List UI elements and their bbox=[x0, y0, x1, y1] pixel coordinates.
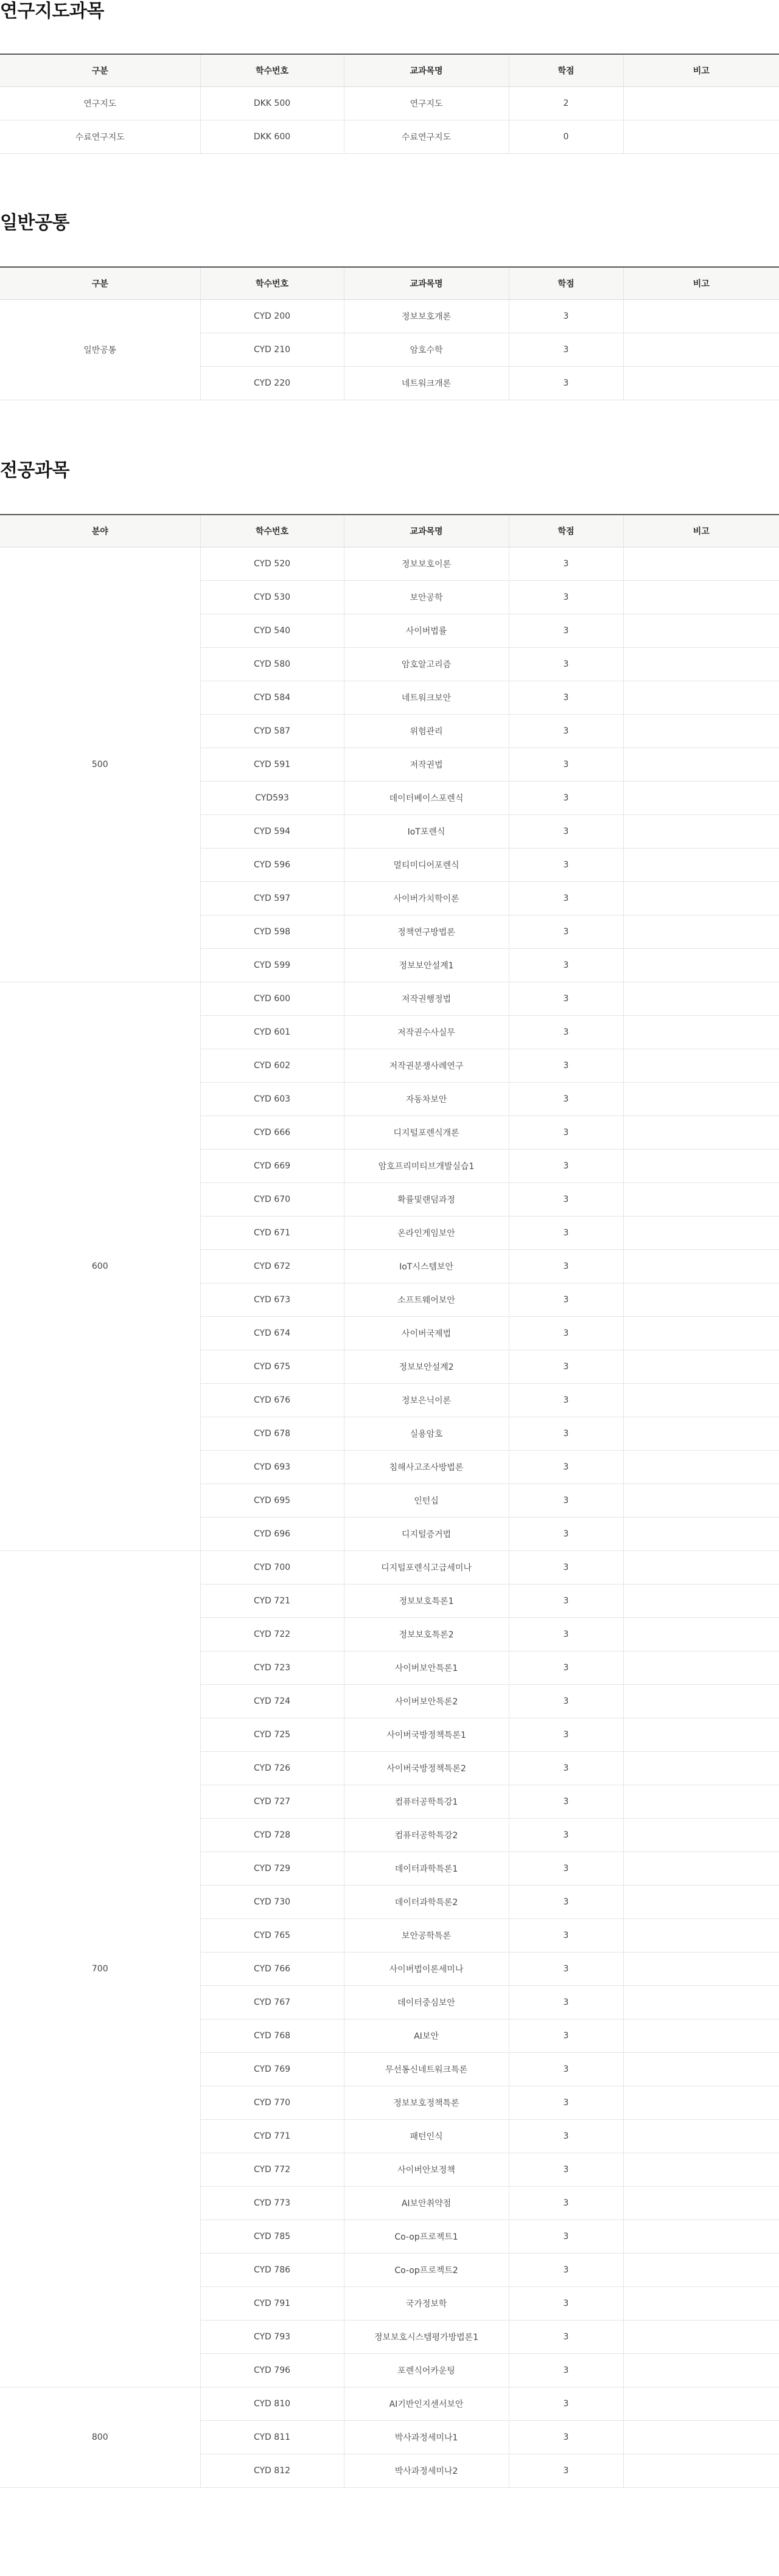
course-code: CYD 580 bbox=[200, 648, 344, 681]
course-name: 박사과정세미나2 bbox=[344, 2454, 509, 2488]
course-note bbox=[623, 2321, 779, 2354]
group-label: 600 bbox=[0, 982, 200, 1551]
course-note bbox=[623, 2287, 779, 2321]
course-note bbox=[623, 1217, 779, 1250]
course-code: CYD 220 bbox=[200, 367, 344, 400]
course-note bbox=[623, 1919, 779, 1953]
course-note bbox=[623, 1183, 779, 1217]
course-credits: 3 bbox=[509, 1919, 623, 1953]
course-credits: 3 bbox=[509, 1317, 623, 1350]
course-credits: 3 bbox=[509, 1417, 623, 1451]
course-code: CYD 530 bbox=[200, 581, 344, 614]
header-course-name: 교과목명 bbox=[344, 54, 509, 87]
course-name: 포렌식어카운팅 bbox=[344, 2354, 509, 2387]
course-name: 멀티미디어포렌식 bbox=[344, 849, 509, 882]
course-note bbox=[623, 300, 779, 333]
course-code: CYD 678 bbox=[200, 1417, 344, 1451]
course-credits: 3 bbox=[509, 2321, 623, 2354]
course-name: 소프트웨어보안 bbox=[344, 1283, 509, 1317]
header-row bbox=[0, 54, 779, 87]
course-name: 정보보호정책특론 bbox=[344, 2086, 509, 2120]
course-code: CYD 729 bbox=[200, 1852, 344, 1886]
course-name: 컴퓨터공학특강1 bbox=[344, 1785, 509, 1819]
course-note bbox=[623, 648, 779, 681]
course-code: CYD 721 bbox=[200, 1585, 344, 1618]
course-name: 디지털증거법 bbox=[344, 1518, 509, 1551]
header-note: 비고 bbox=[623, 267, 779, 300]
course-code: CYD 791 bbox=[200, 2287, 344, 2321]
course-code: CYD 594 bbox=[200, 815, 344, 849]
header-course-name: 교과목명 bbox=[344, 267, 509, 300]
course-note bbox=[623, 2421, 779, 2454]
course-note bbox=[623, 333, 779, 367]
course-credits: 3 bbox=[509, 715, 623, 748]
course-note bbox=[623, 1585, 779, 1618]
course-note bbox=[623, 1250, 779, 1283]
course-note bbox=[623, 782, 779, 815]
course-credits: 3 bbox=[509, 581, 623, 614]
course-credits: 3 bbox=[509, 367, 623, 400]
course-code: CYD 669 bbox=[200, 1150, 344, 1183]
course-code: CYD 591 bbox=[200, 748, 344, 782]
course-note bbox=[623, 1886, 779, 1919]
course-note bbox=[623, 1651, 779, 1685]
course-note bbox=[623, 2187, 779, 2220]
course-code: CYD 200 bbox=[200, 300, 344, 333]
course-code: CYD 693 bbox=[200, 1451, 344, 1484]
course-name: 데이터베이스포렌식 bbox=[344, 782, 509, 815]
course-note bbox=[623, 1986, 779, 2019]
course-name: 사이버법률 bbox=[344, 614, 509, 648]
course-code: CYD 767 bbox=[200, 1986, 344, 2019]
course-credits: 3 bbox=[509, 681, 623, 715]
course-code: CYD 210 bbox=[200, 333, 344, 367]
course-note bbox=[623, 87, 779, 120]
table-row bbox=[0, 982, 779, 1016]
section-3 bbox=[0, 459, 779, 2488]
table-row bbox=[0, 300, 779, 333]
course-note bbox=[623, 715, 779, 748]
header-credits: 학점 bbox=[509, 54, 623, 87]
course-name: 컴퓨터공학특강2 bbox=[344, 1819, 509, 1852]
course-credits: 3 bbox=[509, 2187, 623, 2220]
course-credits: 3 bbox=[509, 614, 623, 648]
course-note bbox=[623, 2053, 779, 2086]
course-note bbox=[623, 1852, 779, 1886]
course-note bbox=[623, 1685, 779, 1718]
group-label: 연구지도 bbox=[0, 87, 200, 120]
course-credits: 3 bbox=[509, 815, 623, 849]
course-code: CYD 796 bbox=[200, 2354, 344, 2387]
course-name: 정보보호특론1 bbox=[344, 1585, 509, 1618]
course-credits: 3 bbox=[509, 2220, 623, 2254]
course-name: AI기반인지센서보안 bbox=[344, 2387, 509, 2421]
course-name: 암호알고리즘 bbox=[344, 648, 509, 681]
course-code: CYD 584 bbox=[200, 681, 344, 715]
course-name: 정보보호개론 bbox=[344, 300, 509, 333]
course-credits: 3 bbox=[509, 1384, 623, 1417]
course-credits: 3 bbox=[509, 1685, 623, 1718]
course-code: CYD 676 bbox=[200, 1384, 344, 1417]
course-credits: 3 bbox=[509, 1083, 623, 1116]
course-name: 저작권행정법 bbox=[344, 982, 509, 1016]
course-code: CYD 724 bbox=[200, 1685, 344, 1718]
course-name: 보안공학 bbox=[344, 581, 509, 614]
course-name: 정보보안설계1 bbox=[344, 949, 509, 982]
course-code: CYD593 bbox=[200, 782, 344, 815]
course-note bbox=[623, 1049, 779, 1083]
section-title: 연구지도과목 bbox=[0, 1, 104, 22]
header-category: 분야 bbox=[0, 515, 200, 547]
course-credits: 3 bbox=[509, 1250, 623, 1283]
course-credits: 3 bbox=[509, 1150, 623, 1183]
course-name: 정보보안설계2 bbox=[344, 1350, 509, 1384]
course-note bbox=[623, 1451, 779, 1484]
course-credits: 3 bbox=[509, 2421, 623, 2454]
course-note bbox=[623, 748, 779, 782]
header-course-code: 학수번호 bbox=[200, 515, 344, 547]
course-note bbox=[623, 614, 779, 648]
course-credits: 3 bbox=[509, 1283, 623, 1317]
course-credits: 3 bbox=[509, 849, 623, 882]
course-code: CYD 769 bbox=[200, 2053, 344, 2086]
course-note bbox=[623, 2387, 779, 2421]
group-label: 일반공통 bbox=[0, 300, 200, 400]
course-code: CYD 540 bbox=[200, 614, 344, 648]
course-note bbox=[623, 1417, 779, 1451]
course-credits: 3 bbox=[509, 1718, 623, 1752]
course-note bbox=[623, 1752, 779, 1785]
course-name: 디지털포렌식고급세미나 bbox=[344, 1551, 509, 1585]
course-code: CYD 785 bbox=[200, 2220, 344, 2254]
header-category: 구분 bbox=[0, 54, 200, 87]
course-note bbox=[623, 2086, 779, 2120]
course-note bbox=[623, 1953, 779, 1986]
course-name: 정보보호시스템평가방법론1 bbox=[344, 2321, 509, 2354]
course-name: 사이버가치학이론 bbox=[344, 882, 509, 915]
course-name: 정보보호특론2 bbox=[344, 1618, 509, 1651]
table-body bbox=[0, 547, 779, 2488]
course-credits: 3 bbox=[509, 1785, 623, 1819]
course-name: 사이버국방정책특론2 bbox=[344, 1752, 509, 1785]
course-code: CYD 768 bbox=[200, 2019, 344, 2053]
course-name: 연구지도 bbox=[344, 87, 509, 120]
course-name: Co-op프로젝트1 bbox=[344, 2220, 509, 2254]
course-table bbox=[0, 266, 779, 400]
course-note bbox=[623, 1016, 779, 1049]
course-note bbox=[623, 1283, 779, 1317]
course-note bbox=[623, 815, 779, 849]
course-credits: 3 bbox=[509, 333, 623, 367]
course-credits: 0 bbox=[509, 120, 623, 154]
course-name: 사이버보안특론1 bbox=[344, 1651, 509, 1685]
course-credits: 3 bbox=[509, 547, 623, 581]
course-credits: 3 bbox=[509, 1217, 623, 1250]
table-body bbox=[0, 87, 779, 154]
header-course-code: 학수번호 bbox=[200, 267, 344, 300]
course-credits: 3 bbox=[509, 1651, 623, 1685]
course-credits: 3 bbox=[509, 300, 623, 333]
course-name: 사이버국제법 bbox=[344, 1317, 509, 1350]
course-credits: 3 bbox=[509, 1551, 623, 1585]
section-title: 전공과목 bbox=[0, 460, 69, 481]
course-code: CYD 603 bbox=[200, 1083, 344, 1116]
course-name: 암호수학 bbox=[344, 333, 509, 367]
course-credits: 3 bbox=[509, 1852, 623, 1886]
course-code: CYD 671 bbox=[200, 1217, 344, 1250]
course-credits: 3 bbox=[509, 1183, 623, 1217]
table-row bbox=[0, 547, 779, 581]
course-name: 보안공학특론 bbox=[344, 1919, 509, 1953]
course-credits: 3 bbox=[509, 1484, 623, 1518]
course-code: CYD 598 bbox=[200, 915, 344, 949]
course-name: 데이터과학특론1 bbox=[344, 1852, 509, 1886]
course-note bbox=[623, 1718, 779, 1752]
course-code: CYD 770 bbox=[200, 2086, 344, 2120]
section-1 bbox=[0, 0, 779, 154]
course-code: CYD 520 bbox=[200, 547, 344, 581]
course-credits: 3 bbox=[509, 1016, 623, 1049]
course-name: 위험관리 bbox=[344, 715, 509, 748]
course-name: 네트워크개론 bbox=[344, 367, 509, 400]
course-note bbox=[623, 1518, 779, 1551]
course-name: 수료연구지도 bbox=[344, 120, 509, 154]
table-row bbox=[0, 120, 779, 154]
course-note bbox=[623, 2019, 779, 2053]
course-note bbox=[623, 1785, 779, 1819]
course-code: CYD 600 bbox=[200, 982, 344, 1016]
course-credits: 3 bbox=[509, 648, 623, 681]
course-code: CYD 810 bbox=[200, 2387, 344, 2421]
course-name: 실용암호 bbox=[344, 1417, 509, 1451]
course-code: CYD 773 bbox=[200, 2187, 344, 2220]
course-code: CYD 695 bbox=[200, 1484, 344, 1518]
header-course-code: 학수번호 bbox=[200, 54, 344, 87]
course-credits: 3 bbox=[509, 2053, 623, 2086]
course-name: 정보은닉이론 bbox=[344, 1384, 509, 1417]
course-credits: 3 bbox=[509, 949, 623, 982]
course-note bbox=[623, 1317, 779, 1350]
course-credits: 3 bbox=[509, 2387, 623, 2421]
course-code: CYD 722 bbox=[200, 1618, 344, 1651]
course-credits: 3 bbox=[509, 748, 623, 782]
course-note bbox=[623, 1384, 779, 1417]
table-body bbox=[0, 300, 779, 400]
course-code: CYD 700 bbox=[200, 1551, 344, 1585]
section-2 bbox=[0, 212, 779, 400]
course-name: IoT포렌식 bbox=[344, 815, 509, 849]
course-name: 인턴십 bbox=[344, 1484, 509, 1518]
course-code: CYD 725 bbox=[200, 1718, 344, 1752]
course-code: CYD 696 bbox=[200, 1518, 344, 1551]
course-credits: 3 bbox=[509, 2454, 623, 2488]
course-name: 확률및랜덤과정 bbox=[344, 1183, 509, 1217]
header-course-name: 교과목명 bbox=[344, 515, 509, 547]
course-name: 온라인게임보안 bbox=[344, 1217, 509, 1250]
course-note bbox=[623, 982, 779, 1016]
course-credits: 3 bbox=[509, 1585, 623, 1618]
course-name: 정책연구방법론 bbox=[344, 915, 509, 949]
course-code: CYD 675 bbox=[200, 1350, 344, 1384]
header-note: 비고 bbox=[623, 515, 779, 547]
group-label: 800 bbox=[0, 2387, 200, 2488]
course-code: CYD 602 bbox=[200, 1049, 344, 1083]
course-code: CYD 599 bbox=[200, 949, 344, 982]
table-header bbox=[0, 267, 779, 300]
table-row bbox=[0, 2387, 779, 2421]
course-name: 저작권수사실무 bbox=[344, 1016, 509, 1049]
course-code: CYD 812 bbox=[200, 2454, 344, 2488]
course-name: 국가정보학 bbox=[344, 2287, 509, 2321]
course-code: CYD 730 bbox=[200, 1886, 344, 1919]
course-credits: 3 bbox=[509, 882, 623, 915]
group-label: 500 bbox=[0, 547, 200, 982]
course-name: 데이터중심보안 bbox=[344, 1986, 509, 2019]
course-name: 정보보호이론 bbox=[344, 547, 509, 581]
course-note bbox=[623, 581, 779, 614]
course-note bbox=[623, 915, 779, 949]
course-credits: 2 bbox=[509, 87, 623, 120]
course-name: AI보안취약점 bbox=[344, 2187, 509, 2220]
course-note bbox=[623, 849, 779, 882]
course-name: 사이버안보정책 bbox=[344, 2153, 509, 2187]
course-name: 무선통신네트워크특론 bbox=[344, 2053, 509, 2086]
course-code: CYD 765 bbox=[200, 1919, 344, 1953]
header-category: 구분 bbox=[0, 267, 200, 300]
table-header bbox=[0, 54, 779, 87]
header-row bbox=[0, 267, 779, 300]
course-name: Co-op프로젝트2 bbox=[344, 2254, 509, 2287]
group-label: 700 bbox=[0, 1551, 200, 2387]
section-title: 일반공통 bbox=[0, 212, 69, 234]
course-note bbox=[623, 547, 779, 581]
course-name: AI보안 bbox=[344, 2019, 509, 2053]
course-code: CYD 673 bbox=[200, 1283, 344, 1317]
course-credits: 3 bbox=[509, 1451, 623, 1484]
course-note bbox=[623, 2354, 779, 2387]
course-name: 저작권법 bbox=[344, 748, 509, 782]
course-code: CYD 793 bbox=[200, 2321, 344, 2354]
course-name: 사이버보안특론2 bbox=[344, 1685, 509, 1718]
course-code: CYD 723 bbox=[200, 1651, 344, 1685]
course-note bbox=[623, 367, 779, 400]
group-label: 수료연구지도 bbox=[0, 120, 200, 154]
course-credits: 3 bbox=[509, 1350, 623, 1384]
course-note bbox=[623, 1083, 779, 1116]
course-note bbox=[623, 1116, 779, 1150]
course-credits: 3 bbox=[509, 2120, 623, 2153]
course-note bbox=[623, 2153, 779, 2187]
course-code: CYD 726 bbox=[200, 1752, 344, 1785]
header-credits: 학점 bbox=[509, 267, 623, 300]
course-code: CYD 728 bbox=[200, 1819, 344, 1852]
header-credits: 학점 bbox=[509, 515, 623, 547]
course-table bbox=[0, 54, 779, 154]
course-credits: 3 bbox=[509, 1518, 623, 1551]
course-credits: 3 bbox=[509, 1953, 623, 1986]
course-credits: 3 bbox=[509, 2086, 623, 2120]
course-name: 데이터과학특론2 bbox=[344, 1886, 509, 1919]
course-credits: 3 bbox=[509, 2019, 623, 2053]
course-credits: 3 bbox=[509, 2354, 623, 2387]
course-note bbox=[623, 949, 779, 982]
course-credits: 3 bbox=[509, 1986, 623, 2019]
course-note bbox=[623, 882, 779, 915]
course-code: CYD 587 bbox=[200, 715, 344, 748]
course-note bbox=[623, 2120, 779, 2153]
course-code: CYD 597 bbox=[200, 882, 344, 915]
course-code: CYD 766 bbox=[200, 1953, 344, 1986]
course-credits: 3 bbox=[509, 2153, 623, 2187]
course-code: CYD 786 bbox=[200, 2254, 344, 2287]
course-name: IoT시스템보안 bbox=[344, 1250, 509, 1283]
course-code: CYD 811 bbox=[200, 2421, 344, 2454]
course-code: CYD 666 bbox=[200, 1116, 344, 1150]
course-credits: 3 bbox=[509, 1116, 623, 1150]
table-row bbox=[0, 87, 779, 120]
course-note bbox=[623, 120, 779, 154]
course-code: CYD 727 bbox=[200, 1785, 344, 1819]
course-name: 네트워크보안 bbox=[344, 681, 509, 715]
course-credits: 3 bbox=[509, 915, 623, 949]
course-code: CYD 601 bbox=[200, 1016, 344, 1049]
course-code: DKK 600 bbox=[200, 120, 344, 154]
course-credits: 3 bbox=[509, 1049, 623, 1083]
course-credits: 3 bbox=[509, 982, 623, 1016]
course-code: CYD 672 bbox=[200, 1250, 344, 1283]
course-credits: 3 bbox=[509, 1752, 623, 1785]
course-name: 암호프리미티브개발실습1 bbox=[344, 1150, 509, 1183]
table-row bbox=[0, 1551, 779, 1585]
course-credits: 3 bbox=[509, 1819, 623, 1852]
course-note bbox=[623, 2254, 779, 2287]
course-code: CYD 772 bbox=[200, 2153, 344, 2187]
table-header bbox=[0, 515, 779, 547]
course-table bbox=[0, 514, 779, 2488]
course-credits: 3 bbox=[509, 2287, 623, 2321]
course-note bbox=[623, 1350, 779, 1384]
course-note bbox=[623, 681, 779, 715]
course-name: 디지털포렌식개론 bbox=[344, 1116, 509, 1150]
course-name: 저작권분쟁사례연구 bbox=[344, 1049, 509, 1083]
course-note bbox=[623, 1150, 779, 1183]
course-code: CYD 771 bbox=[200, 2120, 344, 2153]
course-code: DKK 500 bbox=[200, 87, 344, 120]
header-row bbox=[0, 515, 779, 547]
course-code: CYD 670 bbox=[200, 1183, 344, 1217]
course-note bbox=[623, 1484, 779, 1518]
course-name: 패턴인식 bbox=[344, 2120, 509, 2153]
course-note bbox=[623, 2220, 779, 2254]
header-note: 비고 bbox=[623, 54, 779, 87]
course-credits: 3 bbox=[509, 1618, 623, 1651]
course-credits: 3 bbox=[509, 782, 623, 815]
course-credits: 3 bbox=[509, 1886, 623, 1919]
course-name: 자동차보안 bbox=[344, 1083, 509, 1116]
course-code: CYD 596 bbox=[200, 849, 344, 882]
course-note bbox=[623, 1819, 779, 1852]
course-name: 사이버법이론세미나 bbox=[344, 1953, 509, 1986]
course-credits: 3 bbox=[509, 2254, 623, 2287]
course-name: 사이버국방정책특론1 bbox=[344, 1718, 509, 1752]
course-code: CYD 674 bbox=[200, 1317, 344, 1350]
course-note bbox=[623, 1551, 779, 1585]
course-note bbox=[623, 2454, 779, 2488]
course-name: 박사과정세미나1 bbox=[344, 2421, 509, 2454]
course-name: 침해사고조사방법론 bbox=[344, 1451, 509, 1484]
course-note bbox=[623, 1618, 779, 1651]
